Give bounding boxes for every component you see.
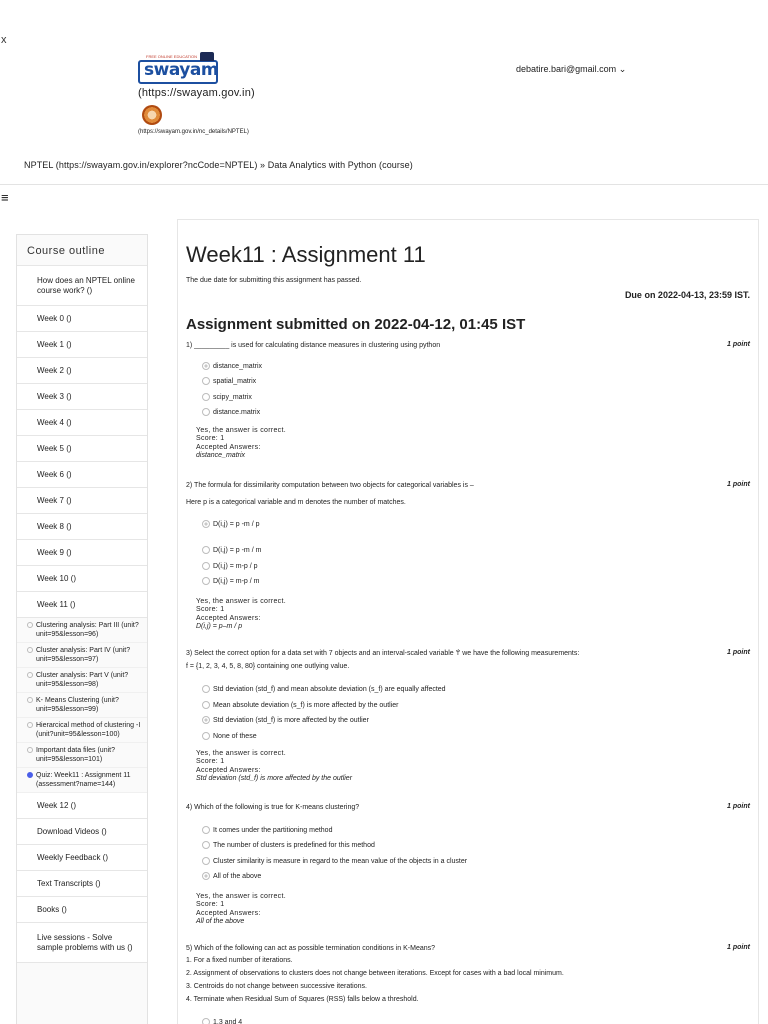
- sidebar-item-week-5[interactable]: Week 5 (): [17, 436, 147, 462]
- sidebar-item-week-12[interactable]: Week 12 (): [17, 793, 147, 819]
- q5-condition: 1. For a fixed number of iterations.: [186, 957, 293, 964]
- due-note: The due date for submitting this assignment has passed.: [186, 277, 362, 284]
- status-dot-icon: [27, 697, 33, 703]
- active-dot-icon: [27, 772, 33, 778]
- sidebar-item-live-sessions[interactable]: Live sessions - Solve sample problems with us (): [17, 923, 147, 963]
- status-dot-icon: [27, 647, 33, 653]
- q4-option[interactable]: Cluster similarity is measure in regard to the mean value of the objects in a cluster: [202, 857, 467, 865]
- question-2-points: 1 point: [727, 481, 750, 488]
- submission-status: Assignment submitted on 2022-04-12, 01:45 IST: [186, 316, 526, 333]
- q4-feedback: Yes, the answer is correct. Score: 1 Accepted Answers: All of the above: [196, 893, 286, 925]
- sidebar-subitem[interactable]: Cluster analysis: Part IV (unit?unit=95&lesson=97): [17, 643, 147, 668]
- sidebar-item-week-10[interactable]: Week 10 (): [17, 566, 147, 592]
- radio-icon: [202, 701, 210, 709]
- radio-icon: [202, 841, 210, 849]
- q3-option[interactable]: Std deviation (std_f) is more affected by the outlier: [202, 716, 369, 724]
- sidebar-item-week-0[interactable]: Week 0 (): [17, 306, 147, 332]
- question-2-note: Here p is a categorical variable and m denotes the number of matches.: [186, 499, 406, 506]
- question-3-points: 1 point: [727, 649, 750, 656]
- question-5-points: 1 point: [727, 944, 750, 951]
- logo-tagline: FREE ONLINE EDUCATION: [146, 54, 198, 59]
- header-divider: [0, 184, 768, 185]
- sidebar-subitem[interactable]: Clustering analysis: Part III (unit?unit=95&lesson=96): [17, 618, 147, 643]
- nptel-link[interactable]: (https://swayam.gov.in/nc_details/NPTEL): [138, 129, 249, 135]
- sidebar-item-week-9[interactable]: Week 9 (): [17, 540, 147, 566]
- q5-option[interactable]: 1,3 and 4: [202, 1018, 242, 1024]
- q5-condition: 4. Terminate when Residual Sum of Squares (RSS) falls below a threshold.: [186, 996, 419, 1003]
- status-dot-icon: [27, 722, 33, 728]
- radio-icon: [202, 685, 210, 693]
- status-dot-icon: [27, 747, 33, 753]
- sidebar-item-week-6[interactable]: Week 6 (): [17, 462, 147, 488]
- breadcrumb[interactable]: NPTEL (https://swayam.gov.in/explorer?ncCode=NPTEL) » Data Analytics with Python (course): [24, 160, 413, 170]
- q2-option[interactable]: D(i,j) = m-p / m: [202, 577, 259, 585]
- site-logo[interactable]: [138, 52, 298, 135]
- question-4-text: 4) Which of the following is true for K-means clustering?: [186, 804, 360, 811]
- q5-condition: 3. Centroids do not change between successive iterations.: [186, 983, 367, 990]
- question-1-points: 1 point: [727, 341, 750, 348]
- due-date: Due on 2022-04-13, 23:59 IST.: [624, 290, 750, 300]
- radio-icon: [202, 562, 210, 570]
- radio-icon: [202, 408, 210, 416]
- radio-icon: [202, 577, 210, 585]
- sidebar-item-week-7[interactable]: Week 7 (): [17, 488, 147, 514]
- sidebar-item-week-4[interactable]: Week 4 (): [17, 410, 147, 436]
- q1-feedback: Yes, the answer is correct. Score: 1 Accepted Answers: distance_matrix: [196, 427, 286, 459]
- sidebar-item-text-transcripts[interactable]: Text Transcripts (): [17, 871, 147, 897]
- sidebar-item-week-3[interactable]: Week 3 (): [17, 384, 147, 410]
- radio-selected-icon: [202, 716, 210, 724]
- q4-option[interactable]: All of the above: [202, 872, 261, 880]
- chevron-down-icon: ⌄: [618, 64, 627, 74]
- question-1-text: 1) _________ is used for calculating distance measures in clustering using python: [186, 342, 441, 349]
- radio-selected-icon: [202, 872, 210, 880]
- q4-option[interactable]: The number of clusters is predefined for this method: [202, 841, 375, 849]
- q2-option[interactable]: D(i,j) = p -m / p: [202, 520, 259, 528]
- sidebar-item-weekly-feedback[interactable]: Weekly Feedback (): [17, 845, 147, 871]
- sidebar-item-week-1[interactable]: Week 1 (): [17, 332, 147, 358]
- logo-wordmark: swayam: [144, 60, 219, 80]
- radio-icon: [202, 732, 210, 740]
- q2-option[interactable]: D(i,j) = m-p / p: [202, 562, 258, 570]
- sidebar-item-week-11[interactable]: Week 11 (): [17, 592, 147, 618]
- radio-icon: [202, 1018, 210, 1024]
- q1-option[interactable]: scipy_matrix: [202, 393, 252, 401]
- q2-feedback: Yes, the answer is correct. Score: 1 Accepted Answers: D(i,j) = p–m / p: [196, 598, 286, 630]
- sidebar-subitem-active[interactable]: Quiz: Week11 : Assignment 11 (assessment?name=144): [17, 768, 147, 793]
- status-dot-icon: [27, 672, 33, 678]
- nptel-emblem-icon[interactable]: [142, 105, 162, 125]
- sidebar-subitem[interactable]: Cluster analysis: Part V (unit?unit=95&lesson=98): [17, 668, 147, 693]
- question-2-text: 2) The formula for dissimilarity computation between two objects for categorical variables is –: [186, 482, 474, 489]
- assignment-panel: [177, 219, 759, 1024]
- user-menu[interactable]: [516, 64, 626, 75]
- sidebar-item-week-8[interactable]: Week 8 (): [17, 514, 147, 540]
- swayam-home-link[interactable]: (https://swayam.gov.in): [138, 87, 255, 99]
- radio-icon: [202, 826, 210, 834]
- sidebar-item-week-2[interactable]: Week 2 (): [17, 358, 147, 384]
- menu-icon[interactable]: ≡: [1, 190, 9, 205]
- radio-icon: [202, 857, 210, 865]
- sidebar-subitem[interactable]: Important data files (unit?unit=95&lesson=101): [17, 743, 147, 768]
- radio-icon: [202, 546, 210, 554]
- radio-selected-icon: [202, 362, 210, 370]
- question-4-points: 1 point: [727, 803, 750, 810]
- question-3-text: 3) Select the correct option for a data set with 7 objects and an interval-scaled variable 'f' we have the following measurements:: [186, 650, 580, 657]
- radio-icon: [202, 377, 210, 385]
- question-5-text: 5) Which of the following can act as possible termination conditions in K-Means?: [186, 945, 436, 952]
- question-3-data: f = {1, 2, 3, 4, 5, 8, 80} containing one outlying value.: [186, 663, 350, 670]
- sidebar-item-how-it-works[interactable]: How does an NPTEL online course work? (): [17, 266, 147, 306]
- sidebar-item-books[interactable]: Books (): [17, 897, 147, 923]
- sidebar-title: Course outline: [17, 235, 147, 266]
- q1-option[interactable]: spatial_matrix: [202, 377, 256, 385]
- course-outline-sidebar: [16, 234, 148, 1024]
- sidebar-subitem[interactable]: K- Means Clustering (unit?unit=95&lesson=99): [17, 693, 147, 718]
- user-email: debatire.bari@gmail.com: [516, 64, 617, 74]
- sidebar-subitem[interactable]: Hierarcical method of clustering -I (unit?unit=95&lesson=100): [17, 718, 147, 743]
- sidebar-item-download-videos[interactable]: Download Videos (): [17, 819, 147, 845]
- q3-feedback: Yes, the answer is correct. Score: 1 Accepted Answers: Std deviation (std_f) is more affected by the outlier: [196, 750, 353, 782]
- swayam-logo: [138, 52, 218, 85]
- q1-option[interactable]: distance.matrix: [202, 408, 260, 416]
- q1-option[interactable]: distance_matrix: [202, 362, 262, 370]
- q3-option[interactable]: Std deviation (std_f) and mean absolute deviation (s_f) are equally affected: [202, 685, 446, 693]
- page-title: Week11 : Assignment 11: [186, 242, 426, 267]
- status-dot-icon: [27, 622, 33, 628]
- q4-option[interactable]: It comes under the partitioning method: [202, 826, 332, 834]
- radio-selected-icon: [202, 520, 210, 528]
- q5-condition: 2. Assignment of observations to clusters does not change between iterations. Except for cases with a bad local minimum.: [186, 970, 564, 977]
- q2-option[interactable]: D(i,j) = p -m / m: [202, 546, 261, 554]
- close-icon[interactable]: x: [1, 34, 7, 46]
- q3-option[interactable]: Mean absolute deviation (s_f) is more affected by the outlier: [202, 701, 398, 709]
- radio-icon: [202, 393, 210, 401]
- q3-option[interactable]: None of these: [202, 732, 257, 740]
